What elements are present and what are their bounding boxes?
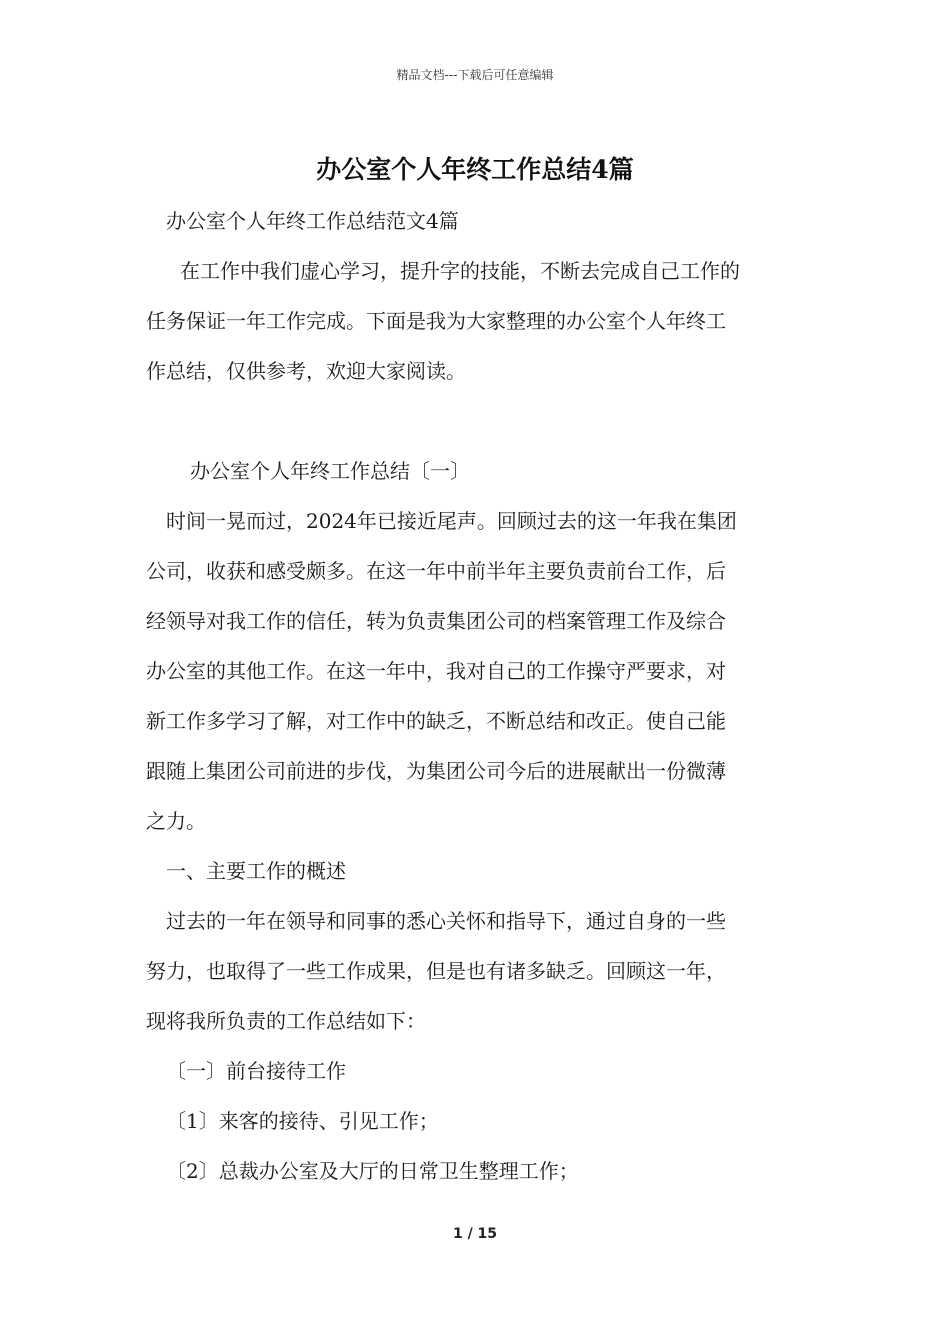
section1-line: 经领导对我工作的信任，转为负责集团公司的档案管理工作及综合: [146, 609, 726, 633]
page-number: 1 / 15: [452, 1226, 498, 1242]
part1-line: 过去的一年在领导和同事的悉心关怀和指导下，通过自身的一些: [166, 909, 726, 933]
section1-line: 时间一晃而过，2024年已接近尾声。回顾过去的这一年我在集团: [166, 509, 737, 533]
part1-heading-text: 一、主要工作的概述: [166, 859, 346, 883]
intro-line: 在工作中我们虚心学习，提升字的技能，不断去完成自己工作的: [180, 259, 740, 283]
list-item-text: 〔2〕总裁办公室及大厅的日常卫生整理工作；: [166, 1159, 579, 1183]
part1-paragraph: [146, 896, 811, 1046]
part1-heading: [166, 846, 831, 896]
section1-line: 办公室的其他工作。在这一年中，我对自己的工作操守严要求，对: [146, 659, 726, 683]
section1-heading-text: 办公室个人年终工作总结〔一〕: [190, 459, 470, 483]
section1-line: 新工作多学习了解，对工作中的缺乏，不断总结和改正。使自己能: [146, 709, 726, 733]
part1-line: 现将我所负责的工作总结如下：: [146, 1009, 426, 1033]
part1-line: 努力，也取得了一些工作成果，但是也有诸多缺乏。回顾这一年，: [146, 959, 726, 983]
list-item-text: 〔1〕来客的接待、引见工作；: [166, 1109, 439, 1133]
intro-paragraph: [146, 246, 811, 396]
section1-line: 之力。: [146, 809, 206, 833]
sub1-heading: [166, 1046, 831, 1096]
intro-line: 任务保证一年工作完成。下面是我为大家整理的办公室个人年终工: [146, 309, 726, 333]
header-note: 精品文档---下载后可任意编辑: [396, 68, 554, 82]
list-item-2: [166, 1146, 831, 1196]
intro-line: 作总结，仅供参考，欢迎大家阅读。: [146, 359, 466, 383]
document-subtitle: [166, 196, 831, 246]
list-item-1: [166, 1096, 831, 1146]
sub1-heading-text: 〔一〕前台接待工作: [166, 1059, 346, 1083]
subtitle-text: 办公室个人年终工作总结范文4篇: [166, 209, 459, 233]
section1-heading: [190, 446, 855, 496]
section1-paragraph: [146, 496, 811, 846]
section1-line: 公司，收获和感受颇多。在这一年中前半年主要负责前台工作，后: [146, 559, 726, 583]
section1-line: 跟随上集团公司前进的步伐，为集团公司今后的进展献出一份微薄: [146, 759, 726, 783]
document-title: 办公室个人年终工作总结4篇: [316, 155, 634, 184]
